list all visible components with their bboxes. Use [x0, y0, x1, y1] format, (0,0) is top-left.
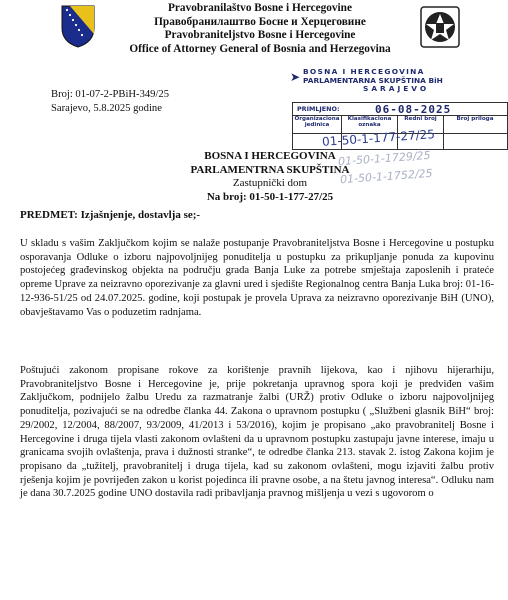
- body-paragraph: [20, 364, 494, 501]
- coat-of-arms-icon: [60, 4, 96, 48]
- letterhead: [100, 2, 420, 56]
- reference-number: Broj: 01-07-2-PBiH-349/25: [51, 89, 170, 100]
- received-label: PRIMLJENO:: [297, 105, 340, 113]
- letterhead-line: Pravobraniteljstvo Bosne i Hercegovine: [164, 29, 356, 41]
- handwritten-note: 01-50-1-1752/25: [339, 166, 433, 187]
- paragraph-text: U skladu s vašim Zaključkom kojim se nalaže postupanje Pravobraniteljstva Bosne i Hercegovine u postupku osporavanja Odluke o izboru najpovoljnijeg ponuditelja u postupku za prikupljanje ponuda za kupovinu postojećeg građevinskog objekta na području grada Banja Luke za potrebe smještaja zaposlenih i prateće opreme Uprave za neizravno oporezivanje za glavni ured i sjedište Regionalnog centra Banja Luka broj: 01-16-12-936-51/25 od 24.07.2025. godine, koji postupak je provela Uprava za neizravno oporezivanje BiH (UNO), obavještavamo Vas o poduzetim radnjama.: [20, 238, 494, 318]
- received-date: 06-08-2025: [375, 103, 452, 116]
- recipient-line: PARLAMENTRNA SKUPŠTINA: [190, 163, 350, 176]
- body-paragraph: [20, 237, 494, 319]
- handwritten-number: 01-50-1-177-27/25: [321, 127, 436, 149]
- letterhead-line: Office of Attorney General of Bosnia and Herzegovina: [129, 42, 391, 55]
- recipient-line: BOSNA I HERCEGOVINA: [204, 150, 336, 162]
- stamp-column: Broj priloga: [456, 116, 494, 122]
- recipient-reference: Na broj: 01-50-1-177-27/25: [206, 190, 334, 203]
- arrow-icon: ➤: [290, 70, 301, 84]
- letterhead-line: Pravobranilaštvo Bosne i Hercegovine: [168, 2, 352, 14]
- paragraph-text: Poštujući zakonom propisane rokove za korištenje pravnih lijekova, kao i njihovu hijerarhiju, Pravobraniteljstvo Bosne i Hercegovine je, prije pokretanja upravnog spora koji je predviđen vašim Zaključkom, podnijelo žalbu Uredu za razmatranje žalbi (URŽ) protiv Odluke o izboru najpovoljnijeg ponuditelja, pozivajući se na odredbe članka 44. Zakona o upravnom postupku ( „Službeni glasnik BiH“ broj: 29/2002, 12/2004, 88/2007, 93/2009, 41/2013 i 53/2016), kojim je propisano „ako pravobranitelj Bosne i Hercegovine i druga tijela vlasti zakonom ovlašteni da u upravnom postupku zastupaju javne interese, imaju u granicama svojih ovlaštenja, prava i dužnosti stranke“, te odredbe članka 213. stavak 2. istog Zakona kojim je propisano da „tužitelj, pravobranitelj i druga tijela, kad su zakonom ovlašteni, mogu izjaviti žalbu protiv rješenja kojim je povrijeđen zakon u korist pojedinca ili pravne osobe, a na štetu javnog interesa“. Odluku nam je dana 30.7.2025 godine UNO dostavila radi pribavljanja pravnog mišljenja u vezi s ugovorom o: [20, 365, 494, 500]
- stamp-column: Klasifikaciona oznaka: [347, 116, 392, 129]
- reference-block: [51, 88, 169, 116]
- subject-text: Izjašnjenje, dostavlja se;-: [80, 209, 201, 221]
- stamp-column: Organizaciona jedinica: [294, 116, 340, 129]
- subject-line: [20, 209, 200, 221]
- subject-label: PREDMET:: [20, 209, 78, 221]
- stamp-header-line: PARLAMENTARNA SKUPŠTINA BiH: [303, 75, 443, 85]
- recipient-line: Zastupnički dom: [232, 177, 308, 189]
- recipient-block: [160, 150, 380, 204]
- stamp-header-line: BOSNA I HERCEGOVINA: [303, 67, 425, 76]
- stamp-header: [303, 68, 503, 94]
- place-date: Sarajevo, 5.8.2025 godine: [51, 103, 162, 114]
- stamp-header-line: SARAJEVO: [363, 84, 430, 94]
- stamp-column: Redni broj: [404, 116, 437, 122]
- handwritten-note: 01-50-1-1729/25: [337, 148, 431, 169]
- letterhead-line: Правобранилаштво Босне и Херцеговине: [154, 15, 366, 28]
- office-emblem-icon: [420, 6, 460, 48]
